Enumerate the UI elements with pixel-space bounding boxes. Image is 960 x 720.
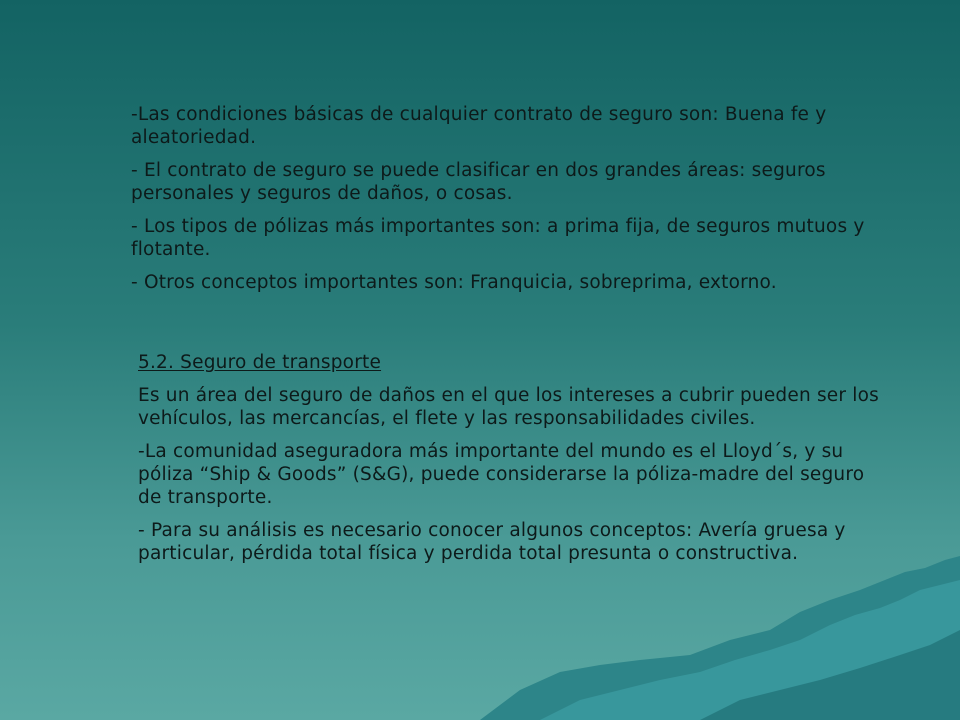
section-heading: 5.2. Seguro de transporte <box>138 352 382 373</box>
transport-insurance-section <box>138 351 883 575</box>
summary-list <box>131 103 871 304</box>
summary-point: - Los tipos de pólizas más importantes son: a prima fija, de seguros mutuos y flotante. <box>131 216 865 260</box>
summary-point: - El contrato de seguro se puede clasificar en dos grandes áreas: seguros personales y seguros de daños, o cosas. <box>131 160 826 204</box>
section-paragraph: -La comunidad aseguradora más importante del mundo es el Lloyd´s, y su póliza “Ship & Goods” (S&G), puede considerarse la póliza-madre del seguro de transporte. <box>138 441 865 508</box>
section-paragraph: - Para su análisis es necesario conocer algunos conceptos: Avería gruesa y particular, pérdida total física y perdida total presunta o constructiva. <box>138 520 846 564</box>
summary-point: - Otros conceptos importantes son: Franquicia, sobreprima, extorno. <box>131 272 777 293</box>
summary-point: -Las condiciones básicas de cualquier contrato de seguro son: Buena fe y aleatoriedad. <box>131 104 827 148</box>
section-paragraph: Es un área del seguro de daños en el que los intereses a cubrir pueden ser los vehículos, las mercancías, el flete y las responsabilidades civiles. <box>138 385 879 429</box>
